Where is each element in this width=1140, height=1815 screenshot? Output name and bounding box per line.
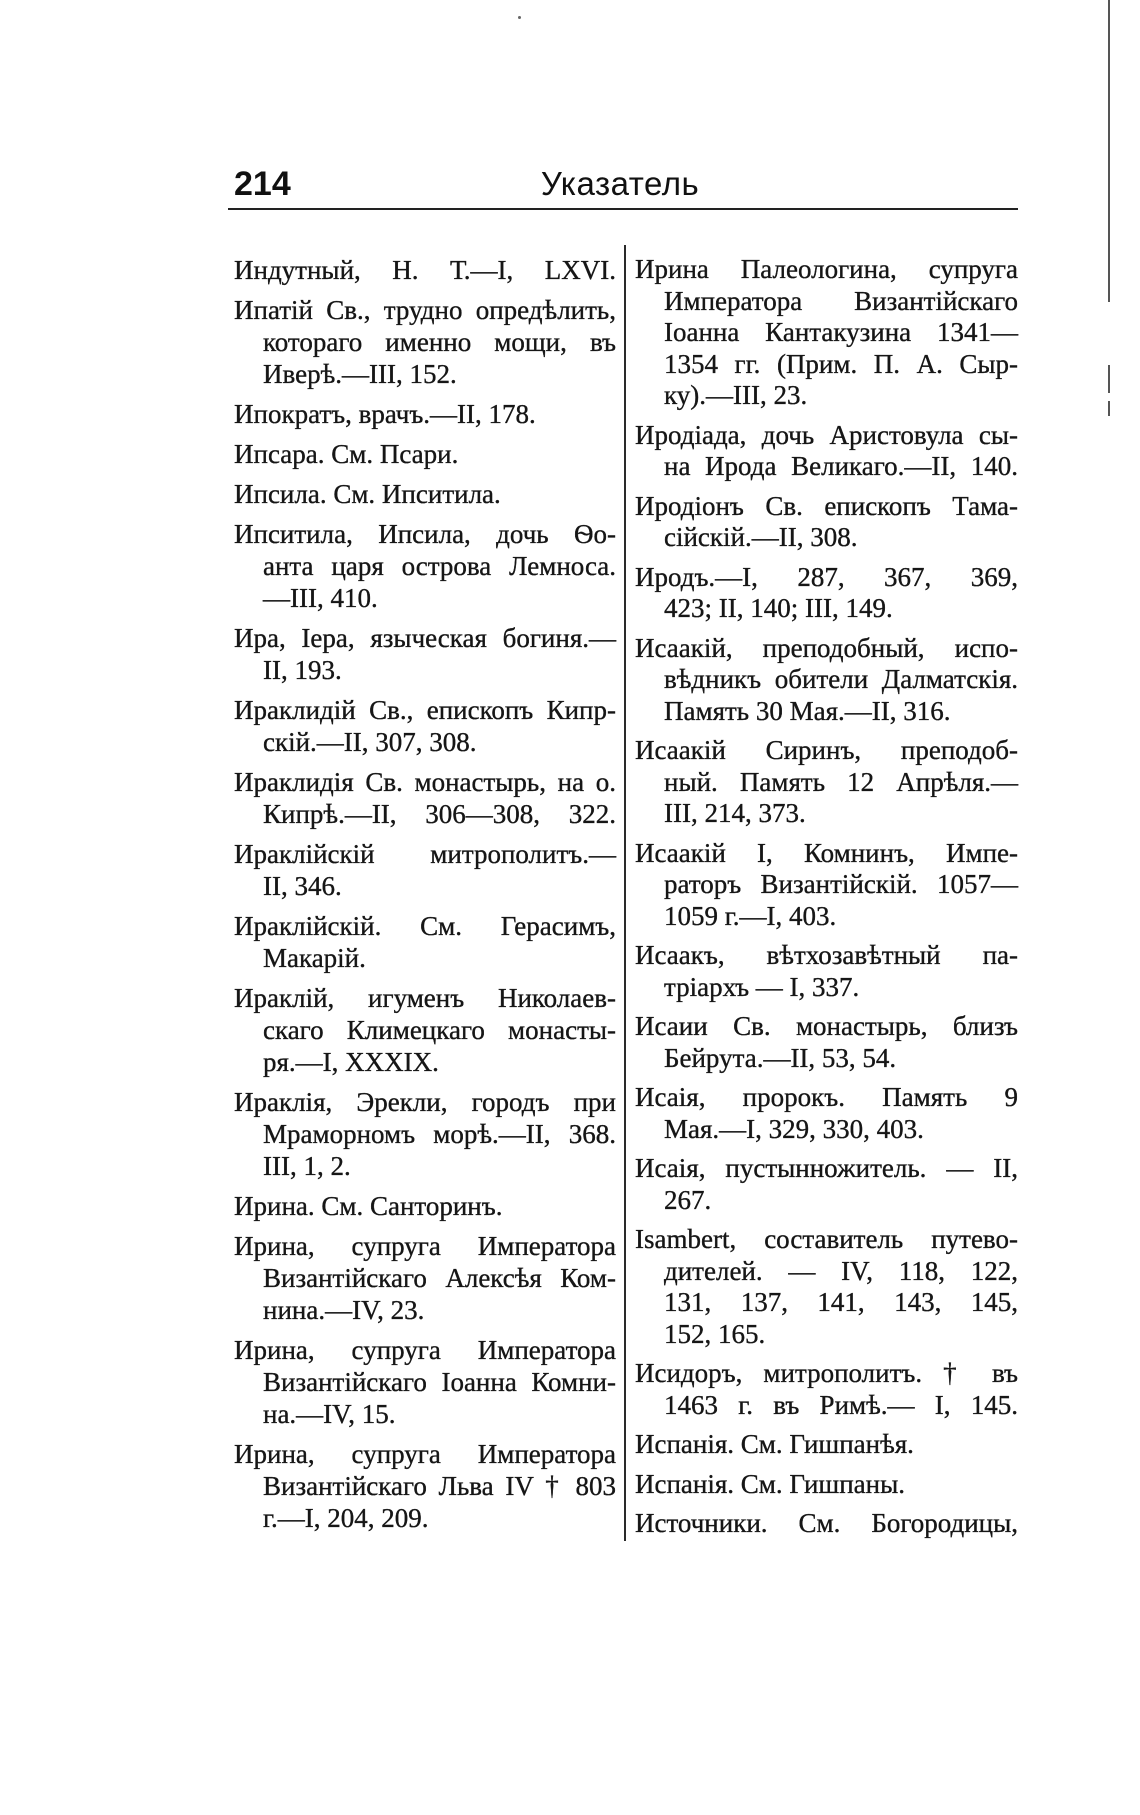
index-entry-line: Исаакъ, вѣтхозавѣтный па- (635, 940, 1018, 970)
index-entry-line: Ипсила. См. Ипситила. (234, 479, 501, 509)
index-entry-line: Иродъ.—I, 287, 367, 369, (635, 561, 1018, 592)
index-entry-line: Ирина, супруга Императора (234, 1335, 616, 1365)
index-entry-line: Византійскаго Алексѣя Ком- (263, 1263, 616, 1293)
index-entry (635, 1508, 1018, 1540)
page-edge-line (1108, 0, 1110, 302)
index-entry-line: 267. (664, 1184, 712, 1215)
index-entry-line: Исаакій, преподобный, испо- (635, 632, 1018, 663)
index-entry-line: Ираклидія Св. монастырь, на о. (234, 767, 616, 797)
header-rule (228, 208, 1018, 210)
index-entry (234, 1230, 616, 1326)
right-column (635, 254, 1018, 1540)
index-entry-line: Ира, Іера, языческая богиня.— (234, 623, 616, 653)
index-entry-line: Иродіонъ Св. епископъ Тама- (635, 490, 1018, 521)
index-entry (635, 1011, 1018, 1074)
index-entry (234, 1190, 616, 1222)
page-edge-mark (1108, 365, 1110, 393)
index-entry-line: котораго именно мощи, въ (263, 327, 616, 357)
index-entry (635, 1429, 1018, 1461)
index-entry-line: Бейрута.—II, 53, 54. (664, 1042, 897, 1073)
index-entry (635, 562, 1018, 625)
index-entry-line: дителей. — IV, 118, 122, (664, 1255, 1018, 1286)
index-entry-line: Кипрѣ.—II, 306—308, 322. (263, 799, 616, 829)
index-entry-line: Исаія, пустынножитель. — II, (635, 1153, 1018, 1183)
index-entry-line: Мраморномъ морѣ.—II, 368. (263, 1119, 616, 1149)
index-entry-line: ку).—III, 23. (664, 380, 808, 410)
index-entry-line: нина.—IV, 23. (263, 1295, 425, 1325)
index-entry-line: Isambert, составитель путево- (635, 1224, 1018, 1254)
index-entry-line: анта царя острова Лемноса. (263, 551, 616, 581)
index-entry-line: Исидоръ, митрополитъ. † въ (635, 1358, 1018, 1388)
index-entry (635, 633, 1018, 728)
index-entry-line: 152, 165. (664, 1318, 766, 1349)
index-entry-line: Ираклія, Эрекли, городъ при (234, 1087, 616, 1117)
index-entry-line: Ираклійскій митрополитъ.— (234, 839, 616, 869)
index-entry-line: скаго Климецкаго монасты- (263, 1015, 616, 1045)
index-entry-line: 1059 г.—I, 403. (664, 900, 837, 931)
index-entry (234, 910, 616, 974)
index-entry-line: Макарій. (263, 943, 366, 973)
index-entry (635, 735, 1018, 830)
index-entry-line: скій.—II, 307, 308. (263, 727, 477, 757)
index-entry (234, 398, 616, 430)
index-entry-line: Ирина, супруга Императора (234, 1231, 616, 1261)
index-entry (234, 254, 616, 286)
index-entry (234, 622, 616, 686)
index-entry-line: Императора Византійскаго (664, 285, 1018, 316)
index-entry (234, 1086, 616, 1182)
index-entry-line: Іоанна Кантакузина 1341— (664, 317, 1018, 347)
index-entry-line: г.—I, 204, 209. (263, 1503, 429, 1533)
index-entry-line: Ипократъ, врачъ.—II, 178. (234, 399, 536, 429)
column-divider (624, 245, 626, 1541)
index-entry-line: Исаакій I, Комнинъ, Импе- (635, 837, 1018, 868)
index-entry-line: III, 214, 373. (664, 798, 806, 828)
index-entry-line: Иверѣ.—III, 152. (263, 359, 457, 389)
page-number: 214 (234, 165, 291, 203)
scan-speck (518, 16, 521, 19)
index-entry-line: Ирина, супруга Императора (234, 1439, 616, 1469)
index-entry (234, 518, 616, 614)
index-entry-line: Ипсара. См. Псари. (234, 439, 459, 469)
index-entry-line: Ираклійскій. См. Герасимъ, (234, 911, 616, 941)
index-entry (635, 940, 1018, 1003)
index-entry-line: Исаии Св. монастырь, близъ (635, 1011, 1018, 1041)
index-entry (234, 694, 616, 758)
index-entry-line: Ираклидій Св., епископъ Кипр- (234, 695, 616, 725)
index-entry-line: Ирина Палеологина, супруга (635, 254, 1018, 284)
index-entry (635, 1358, 1018, 1421)
index-entry (635, 420, 1018, 483)
index-entry-line: Индутный, Н. Т.—I, LXVI. (234, 255, 616, 285)
index-entry (234, 766, 616, 830)
index-entry (234, 838, 616, 902)
index-entry (234, 1438, 616, 1534)
page-edge-mark (1108, 401, 1110, 416)
index-entry (635, 254, 1018, 412)
index-entry (635, 1224, 1018, 1350)
index-entry-line: ный. Память 12 Апрѣля.— (664, 766, 1018, 797)
index-entry (234, 294, 616, 390)
index-entry (635, 491, 1018, 554)
index-entry-line: —III, 410. (263, 583, 378, 613)
index-entry-line: Византійскаго Іоанна Комни- (263, 1367, 616, 1397)
index-entry-line: Византійскаго Льва IV † 803 (263, 1471, 616, 1501)
index-entry-line: Иродіада, дочь Аристовула сы- (635, 419, 1018, 450)
index-entry-line: Ипатій Св., трудно опредѣлить, (234, 295, 616, 325)
index-entry-line: тріархъ — I, 337. (664, 971, 860, 1002)
index-entry (635, 1469, 1018, 1501)
index-entry-line: Память 30 Мая.—II, 316. (664, 695, 951, 726)
index-entry-line: на.—IV, 15. (263, 1399, 396, 1429)
index-entry-line: сійскій.—II, 308. (664, 522, 858, 552)
index-entry (234, 438, 616, 470)
index-entry-line: ря.—I, XXXIX. (263, 1047, 439, 1077)
index-entry-line: Испанія. См. Гишпаны. (635, 1468, 905, 1499)
running-head: Указатель (540, 165, 700, 202)
index-entry-line: Ипситила, Ипсила, дочь Ѳо- (234, 519, 616, 549)
index-entry-line: 1463 г. въ Римѣ.— I, 145. (664, 1389, 1018, 1420)
index-entry-line: 423; II, 140; III, 149. (664, 593, 893, 623)
index-entry (635, 838, 1018, 933)
left-column (234, 254, 616, 1534)
index-entry-line: 131, 137, 141, 143, 145, (664, 1287, 1018, 1317)
index-entry (635, 1153, 1018, 1216)
index-entry-line: II, 346. (263, 871, 342, 901)
index-entry-line: III, 1, 2. (263, 1151, 351, 1181)
index-entry-line: Ирина. См. Санторинъ. (234, 1191, 503, 1221)
index-entry-line: Исаія, пророкъ. Память 9 (635, 1082, 1018, 1112)
index-entry (234, 478, 616, 510)
index-entry (234, 1334, 616, 1430)
index-entry-line: вѣдникъ обители Далматскія. (664, 664, 1018, 694)
index-entry-line: Мая.—I, 329, 330, 403. (664, 1113, 924, 1144)
index-entry-line: Ираклій, игуменъ Николаев- (234, 983, 616, 1013)
index-entry-line: Источники. См. Богородицы, (635, 1508, 1018, 1538)
index-entry (234, 982, 616, 1078)
index-entry-line: раторъ Византійскій. 1057— (664, 869, 1018, 899)
index-entry-line: 1354 гг. (Прим. П. А. Сыр- (664, 348, 1018, 379)
index-entry (635, 1082, 1018, 1145)
index-entry-line: II, 193. (263, 655, 342, 685)
index-entry-line: на Ирода Великаго.—II, 140. (664, 451, 1018, 481)
index-entry-line: Исаакій Сиринъ, преподоб- (635, 735, 1018, 765)
index-entry-line: Испанія. См. Гишпанѣя. (635, 1429, 914, 1459)
